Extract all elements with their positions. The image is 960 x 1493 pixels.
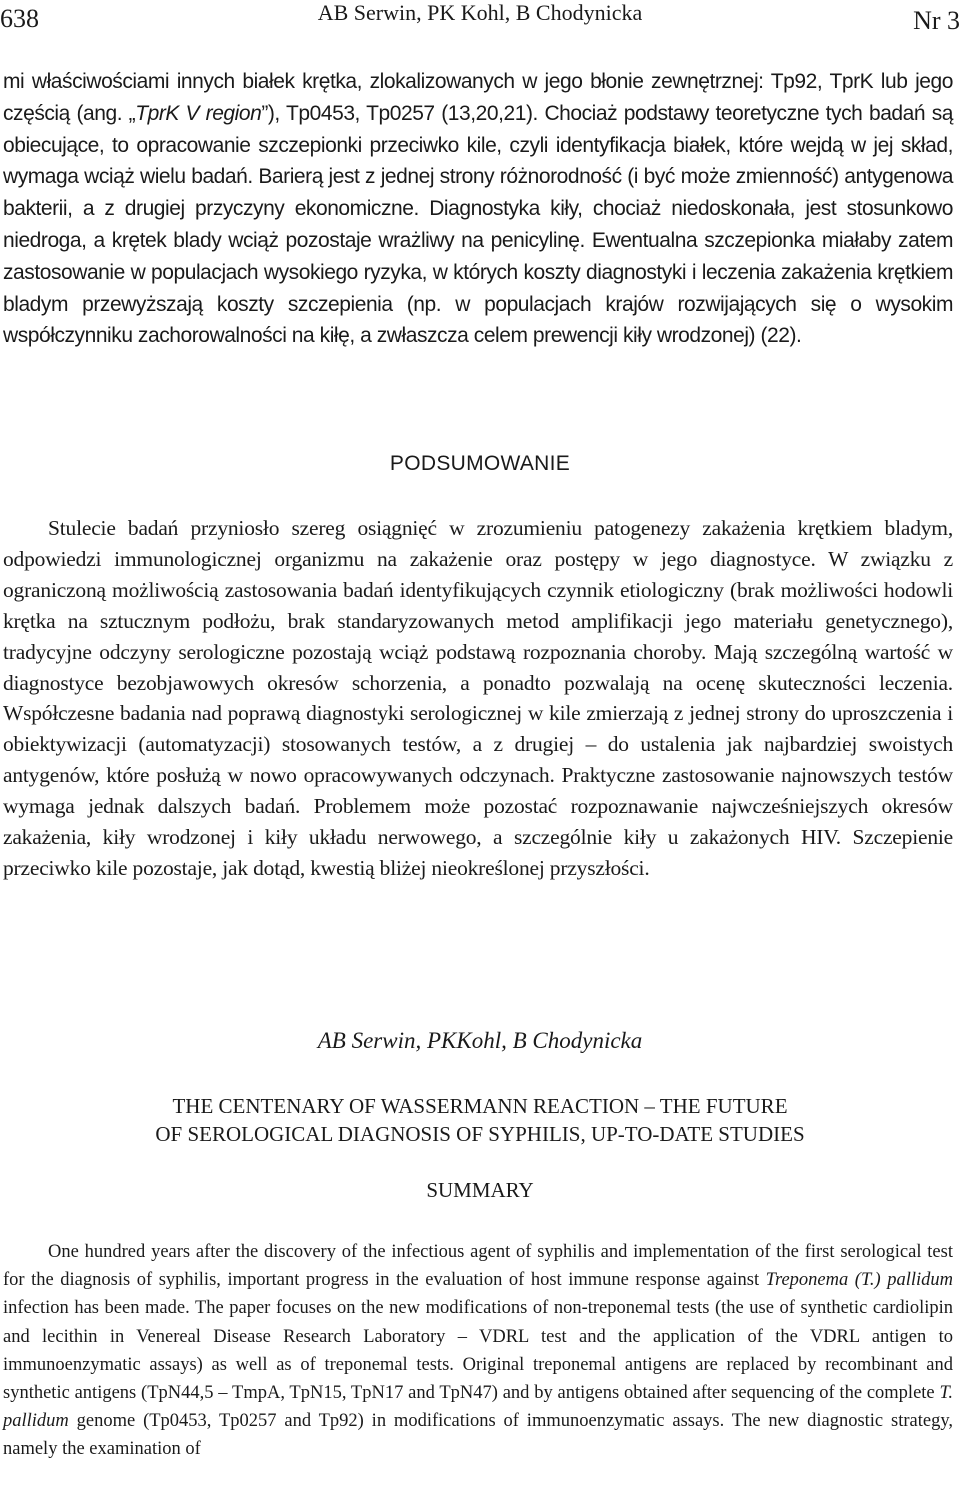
paragraph-text: One hundred years after the discovery of the infectious agent of syphilis and implementation of the first serological test for the diagnosis of syphilis, important progress in the evaluation of host immune response against <box>3 1242 953 1291</box>
body-paragraph-continued <box>3 66 953 352</box>
paragraph-text: infection has been made. The paper focuses on the new modifications of non-treponemal tests (the use of synthetic cardiolipin and lecithin in Venereal Disease Research Laboratory – VDRL test and the application of the VDRL antigen to immunoenzymatic assays) as well as of treponemal tests. Original treponemal antigens are replaced by recombinant and synthetic antigens (TpN44,5 – TmpA, TpN15, TpN17 and TpN47) and by antigens obtained after sequencing of the complete <box>3 1298 953 1404</box>
italic-term: Treponema (T.) pallidum <box>765 1270 953 1291</box>
title-line: THE CENTENARY OF WASSERMANN REACTION – THE FUTURE <box>172 1094 788 1118</box>
page-number: 638 <box>0 4 39 33</box>
running-head: AB Serwin, PK Kohl, B Chodynicka <box>317 0 643 25</box>
paragraph-text: ”), Tp0453, Tp0257 (13,20,21). Chociaż podstawy teoretyczne tych badań są obiecujące, to opracowanie szczepionki przeciwko kile, czyli identyfikacja białek, które wejdą w jej skład, wymaga wciąż wielu badań. Barierą jest z jednej strony różnorodność (i być może zmienność) antygenowa bakterii, a z drugiej przyczyny ekonomiczne. Diagnostyka kiły, chociaż niedoskonała, jest stosunkowo niedroga, a krętek blady wciąż pozostaje wrażliwy na penicylinę. Ewentualna szczepionka miałaby zatem zastosowanie w populacjach wysokiego ryzyka, w których koszty diagnostyki i leczenia zakażenia krętkiem bladym przewyższają koszty szczepienia (np. w populacjach krajów rozwijających się o wysokim współczynniku zachorowalności na kiłę, a zwłaszcza celem prewencji kiły wrodzonej) (22). <box>3 101 953 348</box>
issue-number: Nr 3 <box>913 6 960 35</box>
paragraph-text: mi właściwościami innych białek krętka, zlokalizowanych w jego błonie zewnętrznej: Tp92, TprK lub jego częścią (ang. „ <box>3 70 953 125</box>
paragraph-text: Stulecie badań przyniosło szereg osiągnięć w zrozumieniu patogenezy zakażenia krętkiem bladym, odpowiedzi immunologicznej organizmu na zakażenie oraz postępy w jego diagnostyce. W związku z ograniczoną możliwością zastosowania badań identyfikujących czynnik etiologiczny (brak możliwości hodowli krętka na sztucznym podłożu, brak standaryzowanych metod amplifikacji jego materiału genetycznego), tradycyjne odczyny serologiczne pozostają wciąż podstawą rozpoznania choroby. Mają szczególną wartość w diagnostyce bezobjawowych okresów schorzenia, a ponadto pozwalają na ocenę skuteczności leczenia. Współczesne badania nad poprawą diagnostyki serologicznej w kile zmierzają z jednej strony do uproszczenia i obiektywizacji (automatyzacji) stosowanych testów, a z drugiej – do ustalenia jak najbardziej swoistych antygenów, które posłużą w nowo opracowywanych odczynach. Praktyczne zastosowanie najnowszych testów wymaga jednak dalszych badań. Problemem może pozostać rozpoznawanie najwcześniejszych okresów zakażenia, kiły wrodzonej i kiły układu nerwowego, a szczególnie kiły u zakażonych HIV. Szczepienie przeciwko kile pozostaje, jak dotąd, kwestią bliżej nieokreślonej przyszłości. <box>3 516 953 880</box>
section-heading-summary: SUMMARY <box>426 1178 534 1202</box>
podsumowanie-paragraph <box>3 513 953 884</box>
paragraph-text: genome (Tp0453, Tp0257 and Tp92) in modifications of immunoenzymatic assays. The new diagnostic strategy, namely the examination of <box>3 1411 953 1460</box>
summary-authors: AB Serwin, PKKohl, B Chodynicka <box>317 1028 643 1053</box>
section-heading-podsumowanie: PODSUMOWANIE <box>389 452 571 475</box>
summary-paragraph <box>3 1238 953 1464</box>
italic-term: TprK V region <box>135 101 262 125</box>
title-line: OF SEROLOGICAL DIAGNOSIS OF SYPHILIS, UP-TO-DATE STUDIES <box>155 1122 805 1146</box>
italic-term: T. pallidum <box>3 1383 953 1432</box>
english-title <box>0 1092 960 1148</box>
page-header <box>0 0 960 44</box>
